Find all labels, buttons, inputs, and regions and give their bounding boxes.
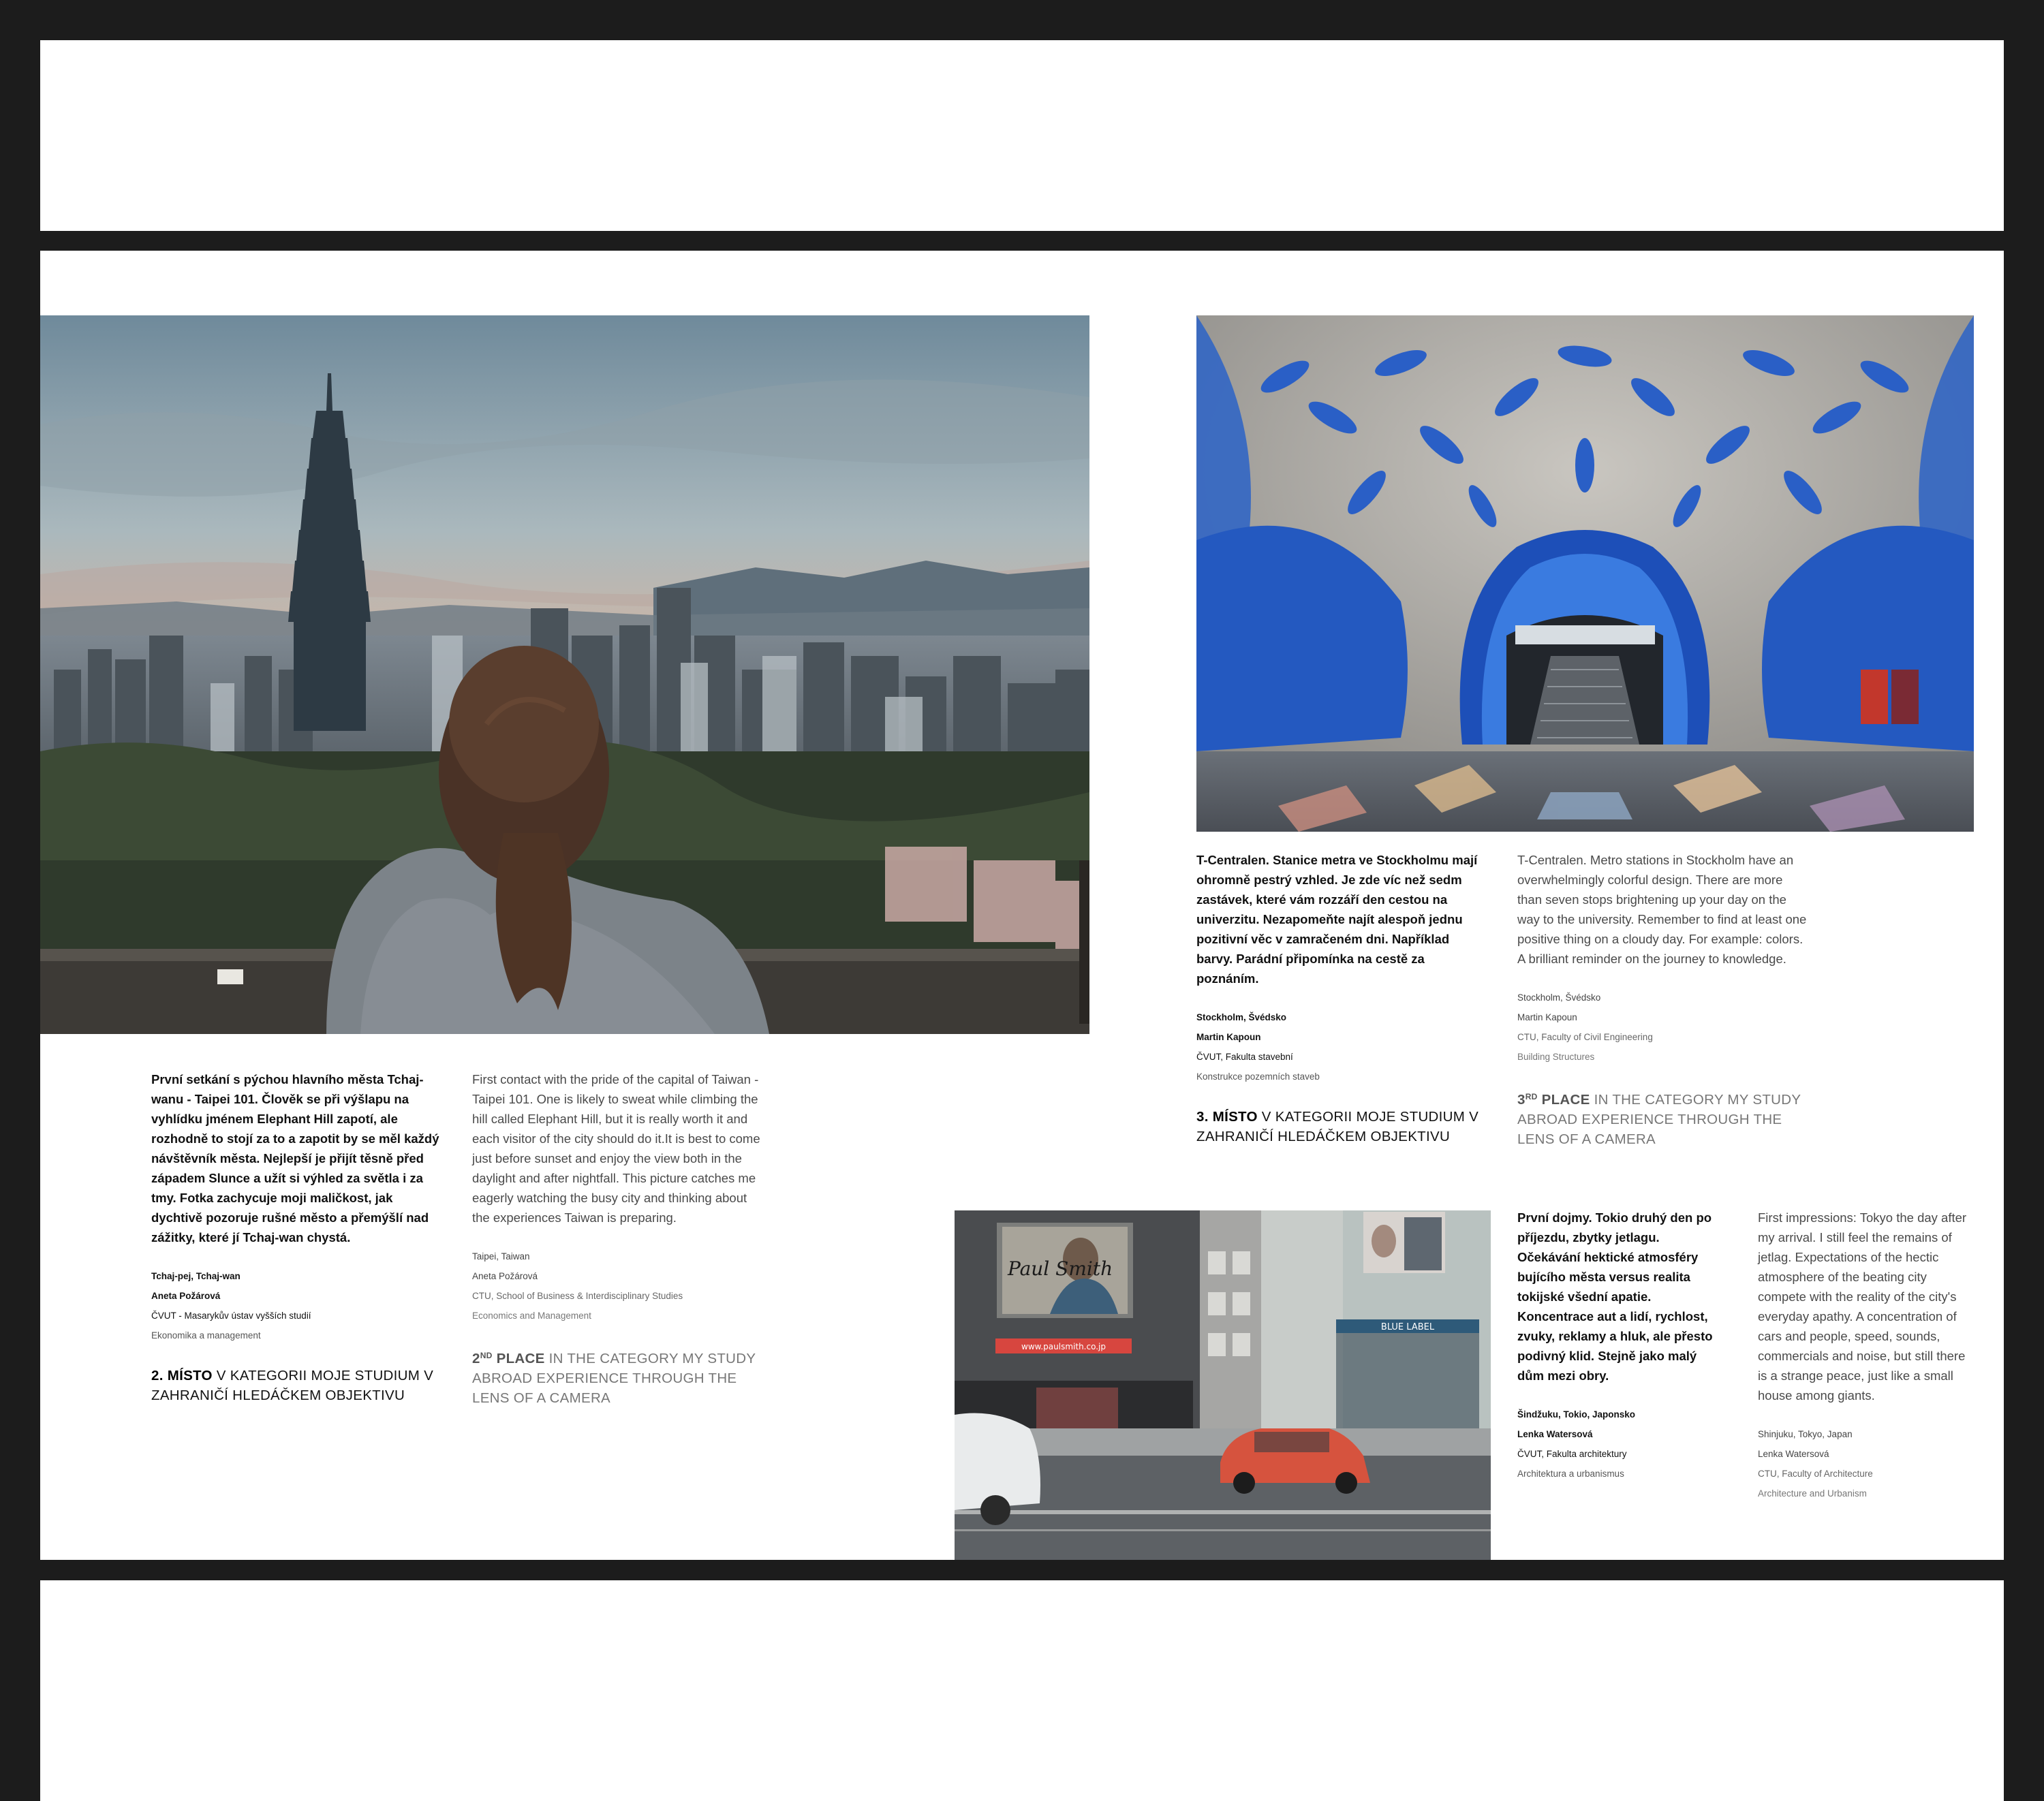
taipei-photo: [40, 315, 1089, 1034]
tokyo-caption-cz: [1517, 1208, 1722, 1484]
award-title: [472, 1346, 765, 1408]
taipei-caption-cz: [151, 1069, 441, 1405]
author: Martin Kapoun: [1517, 1012, 1577, 1022]
tokyo-caption-en: [1758, 1208, 1972, 1503]
next-page: [40, 1580, 2004, 1801]
school: CTU, School of Business & Interdisciplinary Studies: [472, 1291, 683, 1301]
caption-body: T-Centralen. Metro stations in Stockholm have an overwhelmingly colorful design. There are more than seven stops brightening up your day on the way to the university. Remember to find at least one positive thing on a cloudy day. For example: colors. A brilliant reminder on the journey to knowledge.: [1517, 853, 1807, 966]
location: Stockholm, Švédsko: [1196, 1012, 1287, 1022]
award-title: [151, 1366, 441, 1405]
magazine-spread: [40, 251, 2004, 1560]
award-category: V KATEGORII MOJE STUDIUM V ZAHRANIČÍ HLEDÁČKEM OBJEKTIVU: [1196, 1109, 1479, 1144]
banner-sign: www.paulsmith.co.jp: [1021, 1342, 1106, 1351]
program: Architektura a urbanismus: [1517, 1469, 1624, 1479]
school: CTU, Faculty of Architecture: [1758, 1469, 1873, 1479]
credits: [1758, 1424, 1972, 1503]
award-number: 3: [1517, 1092, 1526, 1108]
award-category: IN THE CATEGORY MY STUDY ABROAD EXPERIENCE THROUGH THE LENS OF A CAMERA: [472, 1351, 756, 1406]
previous-page: [40, 40, 2004, 231]
school: CTU, Faculty of Civil Engineering: [1517, 1032, 1653, 1042]
billboard-sign: Paul Smith: [1008, 1257, 1113, 1280]
credits: [1196, 1007, 1486, 1086]
school: ČVUT, Fakulta stavební: [1196, 1052, 1293, 1062]
credits: [1517, 1405, 1722, 1484]
school: ČVUT, Fakulta architektury: [1517, 1449, 1627, 1459]
award-ordinal: RD: [1525, 1092, 1538, 1101]
program: Building Structures: [1517, 1052, 1595, 1062]
author: Martin Kapoun: [1196, 1032, 1261, 1042]
credits: [151, 1266, 441, 1345]
credits: [472, 1247, 765, 1326]
award-category: IN THE CATEGORY MY STUDY ABROAD EXPERIENCE THROUGH THE LENS OF A CAMERA: [1517, 1092, 1801, 1147]
location: Shinjuku, Tokyo, Japan: [1758, 1429, 1853, 1439]
location: Tchaj-pej, Tchaj-wan: [151, 1271, 241, 1281]
caption-body: T-Centralen. Stanice metra ve Stockholmu mají ohromně pestrý vzhled. Je zde víc než sedm zastávek, které vám rozzáří den cestou na univerzitu. Nezapomeňte najít alespoň jednu pozitivní věc v zamračeném dni. Například barvy. Parádní připomínka na cestě za poznáním.: [1196, 853, 1478, 986]
taipei-caption-en: [472, 1069, 765, 1408]
award-rank: 2. MÍSTO: [151, 1368, 213, 1383]
location: Taipei, Taiwan: [472, 1251, 530, 1262]
author: Aneta Požárová: [151, 1291, 221, 1301]
award-ordinal: ND: [480, 1351, 493, 1360]
program: Architecture and Urbanism: [1758, 1488, 1867, 1499]
award-rank: PLACE: [492, 1351, 545, 1366]
award-title: [1517, 1087, 1810, 1149]
stockholm-caption-en: [1517, 850, 1810, 1149]
program: Ekonomika a management: [151, 1330, 261, 1341]
store-sign: BLUE LABEL: [1380, 1322, 1435, 1332]
credits: [1517, 988, 1810, 1067]
location: Šindžuku, Tokio, Japonsko: [1517, 1409, 1636, 1420]
stockholm-caption-cz: [1196, 850, 1486, 1146]
caption-body: First impressions: Tokyo the day after my arrival. I still feel the remains of jetlag. Expectations of the hectic atmosphere of the beating city compete with the reality of the city's everyday apathy. A concentration of cars and people, speed, sounds, commercials and noise, but still there is a strange peace, just like a small house among giants.: [1758, 1210, 1967, 1403]
program: Konstrukce pozemních staveb: [1196, 1071, 1320, 1082]
stockholm-photo: [1196, 315, 1974, 832]
award-rank: 3. MÍSTO: [1196, 1109, 1258, 1125]
award-category: V KATEGORII MOJE STUDIUM V ZAHRANIČÍ HLEDÁČKEM OBJEKTIVU: [151, 1368, 434, 1403]
author: Aneta Požárová: [472, 1271, 538, 1281]
award-rank: PLACE: [1537, 1092, 1590, 1108]
award-number: 2: [472, 1351, 480, 1366]
caption-body: First contact with the pride of the capital of Taiwan - Taipei 101. One is likely to sweat while climbing the hill called Elephant Hill, but it is really worth it and each visitor of the city should do it.It is best to come just before sunset and enjoy the view both in the daylight and after nightfall. This picture catches me eagerly watching the busy city and thinking about the experiences Taiwan is preparing.: [472, 1072, 760, 1225]
school: ČVUT - Masarykův ústav vyšších studií: [151, 1311, 311, 1321]
caption-body: První setkání s pýchou hlavního města Tchaj-wanu - Taipei 101. Člověk se při výšlapu na vyhlídku jménem Elephant Hill zapotí, ale rozhodně to stojí za to a zapotit by se měl každý návštěvník města. Nejlepší je přijít těsně před západem Slunce a užít si výhled za světla i za tmy. Fotka zachycuje moji maličkost, jak dychtivě pozoruje rušné město a přemýšlí nad zážitky, které jí Tchaj-wan chystá.: [151, 1072, 439, 1244]
program: Economics and Management: [472, 1311, 591, 1321]
award-title: [1196, 1107, 1486, 1146]
caption-body: První dojmy. Tokio druhý den po příjezdu, zbytky jetlagu. Očekávání hektické atmosféry bujícího města versus realita tokijské všední apatie. Koncentrace aut a lidí, rychlost, zvuky, reklamy a hluk, ale přesto podivný klid. Stejně jako malý dům mezi obry.: [1517, 1210, 1713, 1383]
tokyo-photo: [955, 1210, 1491, 1560]
author: Lenka Watersová: [1517, 1429, 1593, 1439]
location: Stockholm, Švédsko: [1517, 992, 1601, 1003]
author: Lenka Watersová: [1758, 1449, 1829, 1459]
